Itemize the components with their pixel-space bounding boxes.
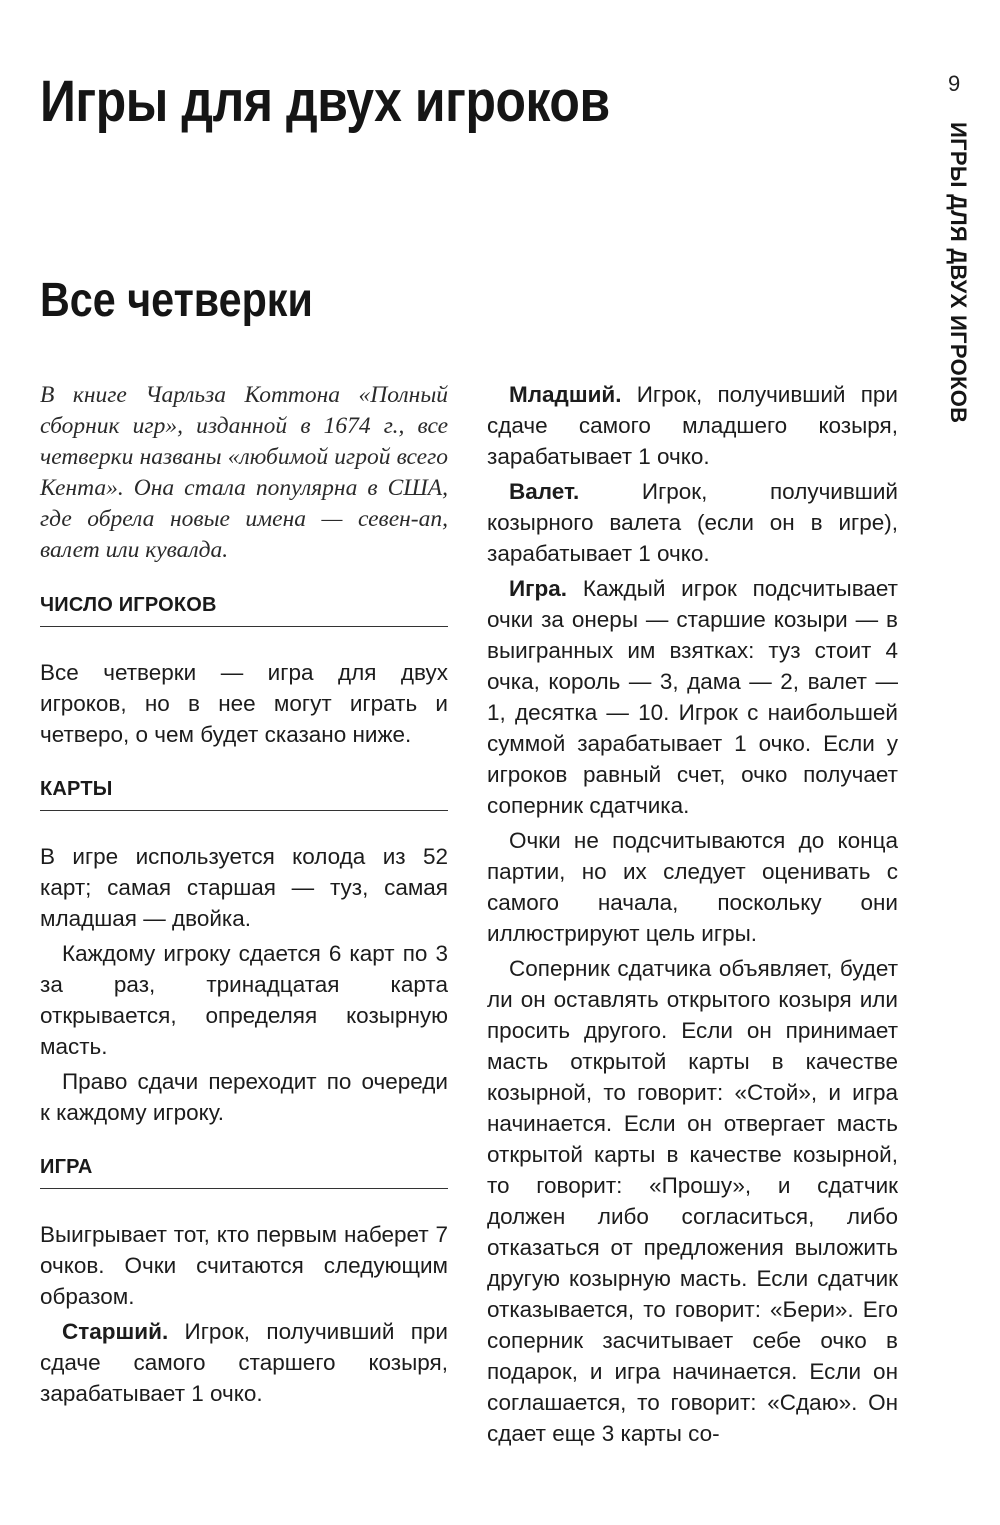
cards-heading: КАРТЫ <box>40 778 113 800</box>
jack-term: Валет. <box>509 479 580 504</box>
players-heading: ЧИСЛО ИГРОКОВ <box>40 594 217 616</box>
declare-paragraph: Соперник сдатчика объявляет, будет ли он оставлять открытого козыря или просить другого. Если он принимает масть открытой карты в качестве козырной, то говорит: «Стой», и игра начинается. Если он отвергает масть открытой карты в качестве козырной, то говорит: «Прошу», и сдатчик должен либо согласиться, либо отказаться от предложения выложить другую козырную масть. Если сдатчик отказывается, то говорит: «Бери». Его соперник засчитывает себе очко в подарок, и игра начинается. Если он соглашается, то говорит: «Сдаю». Он сдает еще 3 карты со- <box>487 956 898 1446</box>
senior-paragraph <box>40 1316 448 1409</box>
intro-paragraph: В книге Чарльза Коттона «Полный сборник игр», изданной в 1674 г., все четверки названы «любимой игрой всего Кента». Она стала популярна в США, где обрела новые имена — севен-ап, валет или кувалда. <box>40 382 448 563</box>
right-column <box>487 379 898 1449</box>
players-paragraph: Все четверки — игра для двух игроков, но в нее могут играть и четверо, о чем будет сказано ниже. <box>40 660 448 747</box>
senior-text: Игрок, получивший при сдаче самого старшего козыря, зарабатывает 1 очко. <box>40 1319 448 1406</box>
running-side-title: ИГРЫ ДЛЯ ДВУХ ИГРОКОВ <box>946 122 971 424</box>
page-number: 9 <box>948 71 961 96</box>
cards-heading-block <box>40 776 448 811</box>
game-heading: ИГРА <box>40 1156 93 1178</box>
jack-text: Игрок, получивший козырного валета (если он в игре), зарабатывает 1 очко. <box>487 479 898 566</box>
junior-text: Игрок, получивший при сдаче самого младшего козыря, зарабатывает 1 очко. <box>487 382 898 469</box>
players-heading-block <box>40 592 448 627</box>
cards-paragraph-deck: В игре используется колода из 52 карт; самая старшая — туз, самая младшая — двойка. <box>40 844 448 931</box>
chapter-title: Игры для двух игроков <box>40 69 610 134</box>
game-paragraph: Выигрывает тот, кто первым наберет 7 очков. Очки считаются следующим образом. <box>40 1222 448 1309</box>
game-points-paragraph <box>487 573 898 821</box>
left-column <box>40 380 448 1409</box>
cards-paragraph-rotation: Право сдачи переходит по очереди к каждому игроку. <box>40 1069 448 1125</box>
cards-paragraph-deal: Каждому игроку сдается 6 карт по 3 за раз, тринадцатая карта открывается, определяя козырную масть. <box>40 941 448 1059</box>
junior-term: Младший. <box>509 382 622 407</box>
game-term: Игра. <box>509 576 568 601</box>
jack-paragraph <box>487 476 898 569</box>
game-points-text: Каждый игрок подсчитывает очки за онеры — старшие козыри — в выигранных им взятках: туз стоит 4 очка, король — 3, дама — 2, валет — 1, десятка — 10. Игрок с наибольшей суммой зарабатывает 1 очко. Если у игроков равный счет, очко получает соперник сдатчика. <box>487 576 898 818</box>
junior-paragraph <box>487 379 898 472</box>
section-title: Все четверки <box>40 274 313 327</box>
senior-term: Старший. <box>62 1319 169 1344</box>
scoring-paragraph: Очки не подсчитываются до конца партии, но их следует оценивать с самого начала, поскольку они иллюстрируют цель игры. <box>487 828 898 946</box>
game-heading-block <box>40 1154 448 1189</box>
